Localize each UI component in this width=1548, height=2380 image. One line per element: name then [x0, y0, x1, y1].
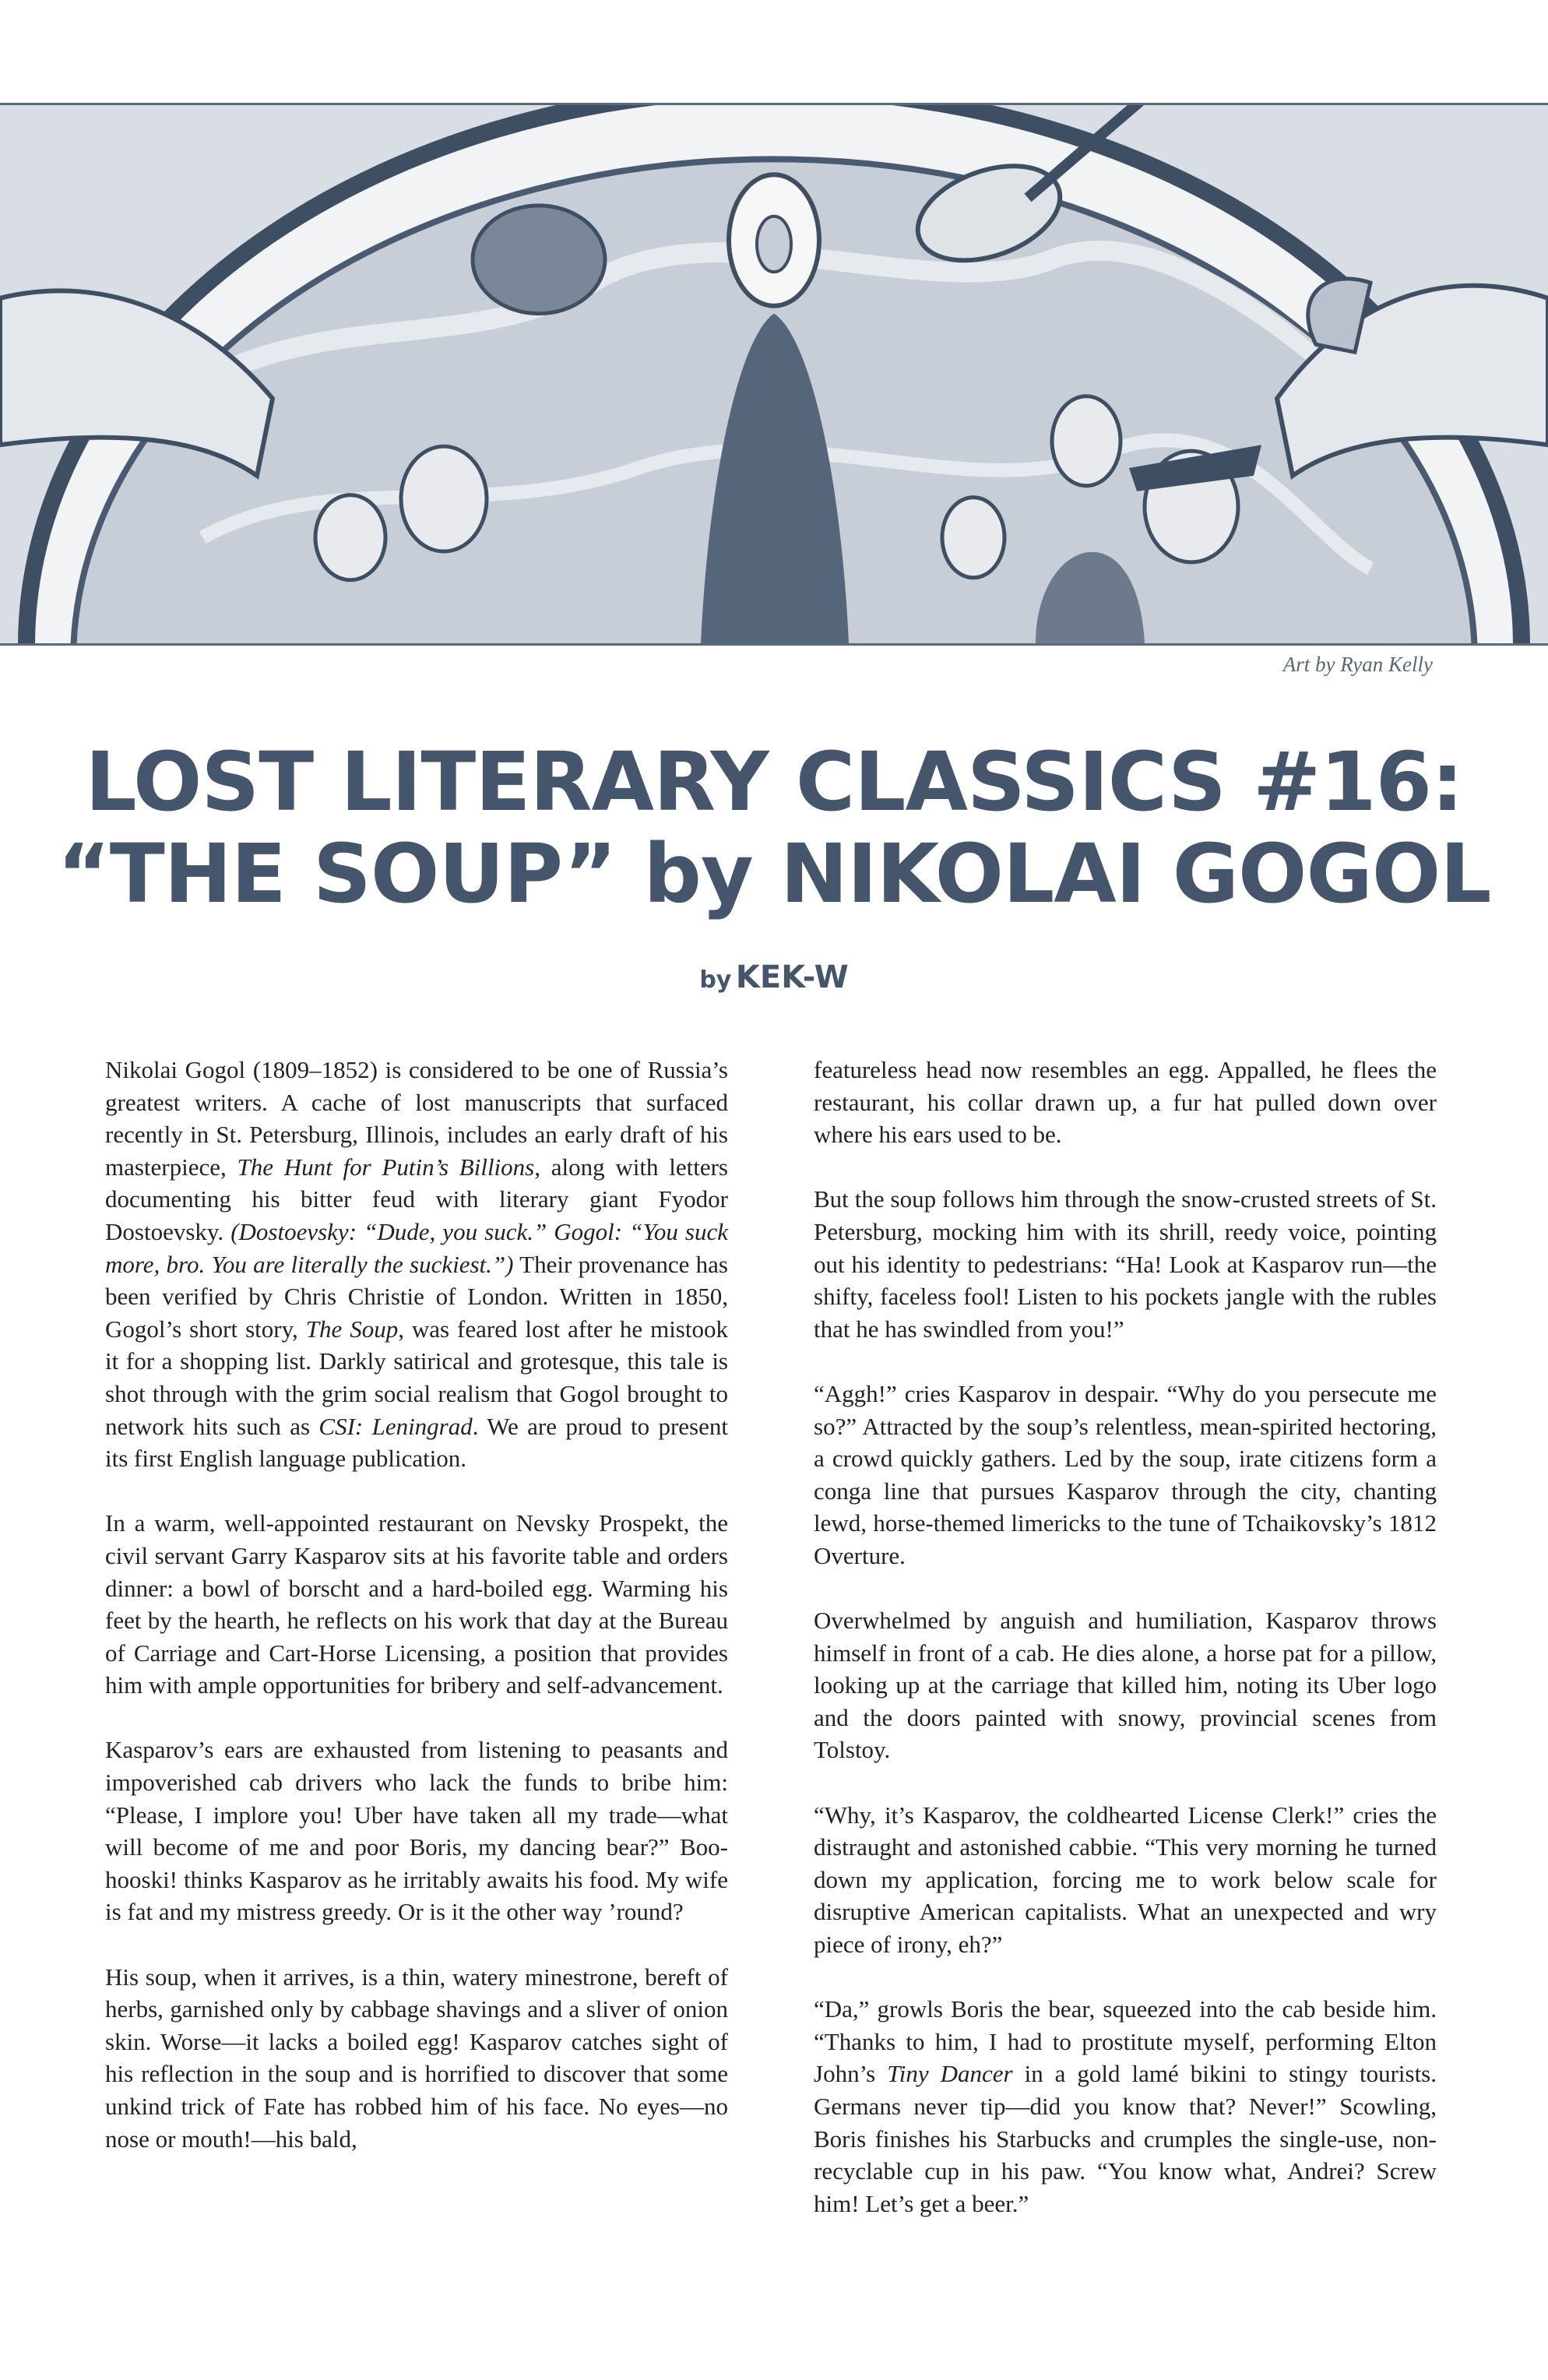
paragraph-text: “Aggh!” cries Kasparov in despair. “Why do you persecute me so?” Attracted by the soup’s relentless, mean-spirited hectoring, a crowd quickly gathers. Led by the soup, irate citizens form a conga line that pursues Kasparov through the city, chanting lewd, horse-themed limericks to the tune of Tchaikovsky’s 1812 Overture. — [814, 1379, 1437, 1569]
author-name: KEK-W — [735, 959, 849, 995]
paragraph-text: featureless head now resembles an egg. Appalled, he flees the restaurant, his collar drawn up, a fur hat pulled down over where his ears used to be. — [814, 1056, 1437, 1149]
paragraph-text: Nikolai Gogol (1809–1852) is considered to be one of Russia’s greatest writers. A cache of lost manuscripts that surfaced recently in St. Petersburg, Illinois, includes an early draft of his masterpiece, — [105, 1056, 728, 1181]
paragraph-text: But the soup follows him through the snow-crusted streets of St. Petersburg, mocking him with its shrill, reedy voice, pointing out his identity to pedestrians: “Ha! Look at Kasparov run—the shifty, faceless fool! Listen to his pockets jangle with the rubles that he has swindled from you!” — [814, 1185, 1437, 1343]
italic-text: The Hunt for Putin’s Billions — [237, 1153, 535, 1181]
paragraph-text: , along with letters documenting his bitter feud with literary giant Fyodor Dostoevsky. — [105, 1153, 728, 1245]
italic-text: CSI: Leningrad — [318, 1412, 473, 1440]
article-paragraph — [105, 1054, 728, 1475]
italic-text: Tiny Dancer — [887, 2060, 1013, 2088]
soup-bowl-illustration — [0, 103, 1548, 646]
byline — [0, 959, 1548, 995]
paragraph-text: in a gold lamé bikini to stingy tourists. Germans never tip—did you know that? Never!” Scowling, Boris finishes his Starbucks and crumples the single-use, non-recyclable cup in his paw. “You know what, Andrei? Screw him! Let’s get a beer.” — [814, 2060, 1437, 2217]
paragraph-text: “Why, it’s Kasparov, the coldhearted License Clerk!” cries the distraught and astonished cabbie. “This very morning he turned down my application, forcing me to work below scale for disruptive American capitalists. What an unexpected and wry piece of irony, eh?” — [814, 1801, 1437, 1959]
page-title — [0, 736, 1548, 920]
paragraph-text: Overwhelmed by anguish and humiliation, Kasparov throws himself in front of a cab. He dies alone, a horse pat for a pillow, looking up at the carriage that killed him, noting its Uber logo and the doors painted with snowy, provincial scenes from Tolstoy. — [814, 1607, 1437, 1764]
paragraph-text: In a warm, well-appointed restaurant on Nevsky Prospekt, the civil servant Garry Kasparov sits at his favorite table and orders dinner: a bowl of borscht and a hard-boiled egg. Warming his feet by the hearth, he reflects on his work that day at the Bureau of Carriage and Cart-Horse Licensing, a position that provides him with ample opportunities for bribery and self-advancement. — [105, 1509, 728, 1699]
italic-text: (Dostoevsky: “Dude, you suck.” Gogol: “You suck more, bro. You are literally the suckiest.”) — [105, 1217, 728, 1278]
article-paragraph — [105, 1734, 728, 1928]
article-paragraph — [814, 1183, 1437, 1345]
art-credit: Art by Ryan Kelly — [1282, 653, 1433, 676]
paragraph-text: His soup, when it arrives, is a thin, watery minestrone, bereft of herbs, garnished only by cabbage shavings and a sliver of onion skin. Worse—it lacks a boiled egg! Kasparov catches sight of his reflection in the soup and is horrified to discover that some unkind trick of Fate has robbed him of his face. No eyes—no nose or mouth!—his bald, — [105, 1963, 728, 2153]
title-line-1: LOST LITERARY CLASSICS #16: — [85, 734, 1463, 829]
paragraph-text: Kasparov’s ears are exhausted from listening to peasants and impoverished cab drivers who lack the funds to bribe him: “Please, I implore you! Uber have taken all my trade—what will become of me and poor Boris, my dancing bear?” Boo-hooski! thinks Kasparov as he irritably awaits his food. My wife is fat and my mistress greedy. Or is it the other way ’round? — [105, 1736, 728, 1926]
article-column-left — [105, 1054, 728, 2155]
italic-text: The Soup — [305, 1315, 399, 1343]
paragraph-text: . We are proud to present its first English language publication. — [105, 1412, 728, 1473]
article-paragraph — [105, 1961, 728, 2156]
article-paragraph — [105, 1507, 728, 1702]
article-paragraph — [814, 1604, 1437, 1766]
paragraph-text: Their provenance has been verified by Chris Christie of London. Written in 1850, Gogol’s short story, — [105, 1250, 728, 1343]
article-paragraph — [814, 1054, 1437, 1151]
byline-prefix: by — [699, 966, 732, 994]
article-paragraph — [814, 1993, 1437, 2220]
paragraph-text: , was feared lost after he mistook it for a shopping list. Darkly satirical and grotesque, this tale is shot through with the grim social realism that Gogol brought to network hits such as — [105, 1315, 728, 1440]
article-column-right — [814, 1054, 1437, 2220]
paragraph-text: “Da,” growls Boris the bear, squeezed into the cab beside him. “Thanks to him, I had to prostitute myself, performing Elton John’s — [814, 1995, 1437, 2088]
article-paragraph — [814, 1378, 1437, 1572]
article-paragraph — [814, 1799, 1437, 1961]
title-line-2: “THE SOUP” by NIKOLAI GOGOL — [57, 826, 1491, 921]
soup-illustration-drawing — [0, 105, 1548, 643]
